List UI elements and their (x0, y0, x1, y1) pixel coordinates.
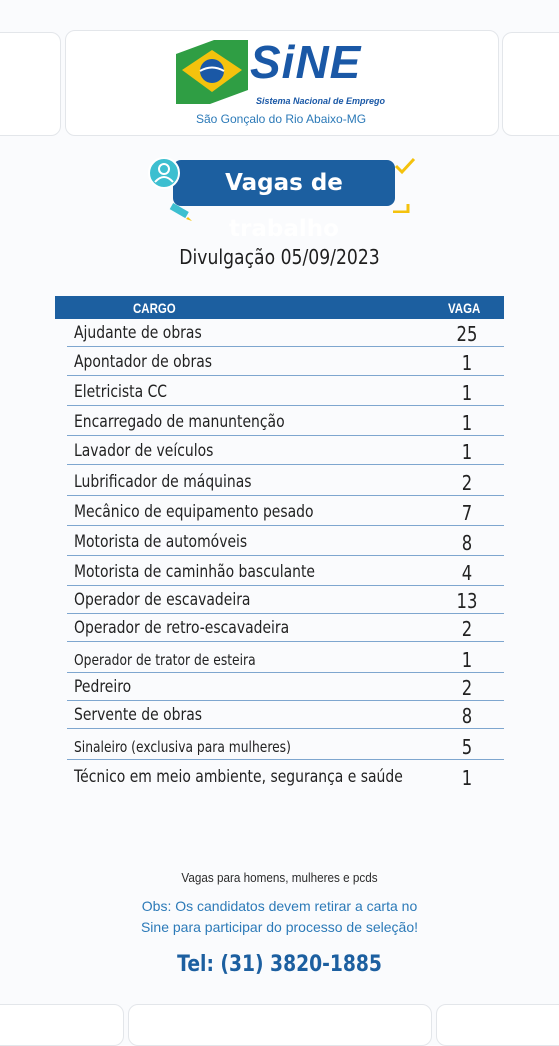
table-row (67, 376, 504, 406)
vaga-cell: 1 (461, 648, 473, 672)
cargo-cell: Eletricista CC (74, 382, 168, 402)
vaga-cell: 8 (461, 531, 473, 555)
table-row (67, 496, 504, 526)
left-card[interactable] (0, 32, 61, 136)
cargo-cell: Operador de escavadeira (74, 590, 251, 610)
cargo-cell: Ajudante de obras (74, 323, 202, 343)
cargo-cell: Sinaleiro (exclusiva para mulheres) (74, 738, 291, 756)
vaga-cell: 1 (461, 766, 473, 790)
vaga-cell: 2 (461, 676, 473, 700)
brand-wordmark: SiNE (250, 36, 362, 88)
cargo-cell: Motorista de automóveis (74, 532, 248, 552)
cargo-cell: Motorista de caminhão basculante (74, 562, 315, 582)
person-icon (148, 157, 180, 189)
brand-subtitle: Sistema Nacional de Emprego (256, 96, 386, 106)
table-row (67, 701, 504, 729)
bottom-middle-card[interactable] (128, 1004, 432, 1046)
right-card[interactable] (502, 32, 559, 136)
vaga-cell: 25 (456, 322, 478, 346)
vaga-cell: 1 (461, 440, 473, 464)
check-icon (394, 157, 416, 175)
vaga-cell: 2 (461, 471, 473, 495)
vaga-cell: 5 (461, 735, 473, 759)
phone-number[interactable]: Tel: (31) 3820-1885 (177, 952, 382, 977)
cargo-cell: Operador de retro-escavadeira (74, 618, 290, 638)
table-row (67, 526, 504, 556)
obs-line-2: Sine para participar do processo de seleção! (140, 919, 419, 935)
corner-accent-icon (392, 203, 410, 213)
vaga-cell: 7 (461, 501, 473, 525)
table-row (67, 642, 504, 673)
job-table (55, 296, 504, 790)
vaga-cell: 2 (461, 617, 473, 641)
vaga-cell: 13 (456, 589, 478, 613)
table-row (67, 760, 504, 790)
cargo-cell: Encarregado de manuntenção (74, 412, 285, 432)
table-row (67, 319, 504, 347)
city-label: São Gonçalo do Rio Abaixo-MG (195, 112, 367, 126)
cargo-cell: Servente de obras (74, 705, 203, 725)
table-row (67, 406, 504, 436)
table-row (67, 586, 504, 614)
column-header-cargo: CARGO (133, 300, 176, 316)
cargo-cell: Operador de trator de esteira (74, 651, 256, 669)
vaga-cell: 1 (461, 351, 473, 375)
table-row (67, 556, 504, 586)
pencil-icon (168, 201, 192, 221)
table-row (67, 465, 504, 496)
column-header-vaga: VAGA (448, 300, 481, 316)
obs-line-1: Obs: Os candidatos devem retirar a carta no (141, 898, 418, 914)
obs-note (0, 896, 559, 938)
cargo-cell: Apontador de obras (74, 352, 213, 372)
table-header (55, 296, 504, 319)
table-row (67, 614, 504, 642)
vaga-cell: 8 (461, 704, 473, 728)
banner-title: Vagas de trabalho (225, 170, 343, 242)
cargo-cell: Mecânico de equipamento pesado (74, 502, 314, 522)
table-row (67, 436, 504, 465)
table-row (67, 673, 504, 701)
vaga-cell: 1 (461, 381, 473, 405)
flag-logo-icon (176, 40, 248, 104)
table-row (67, 347, 504, 376)
cargo-cell: Pedreiro (74, 677, 132, 697)
vaga-cell: 1 (461, 411, 473, 435)
publication-date: Divulgação 05/09/2023 (179, 245, 380, 269)
cargo-cell: Lubrificador de máquinas (74, 472, 252, 492)
bottom-left-card[interactable] (0, 1004, 124, 1046)
table-row (67, 729, 504, 760)
cargo-cell: Técnico em meio ambiente, segurança e saúde (74, 767, 403, 787)
banner (148, 155, 418, 242)
bottom-right-card[interactable] (436, 1004, 559, 1046)
cargo-cell: Lavador de veículos (74, 441, 214, 461)
vaga-cell: 4 (461, 561, 473, 585)
audience-note: Vagas para homens, mulheres e pcds (181, 870, 378, 885)
table-body (55, 319, 504, 790)
